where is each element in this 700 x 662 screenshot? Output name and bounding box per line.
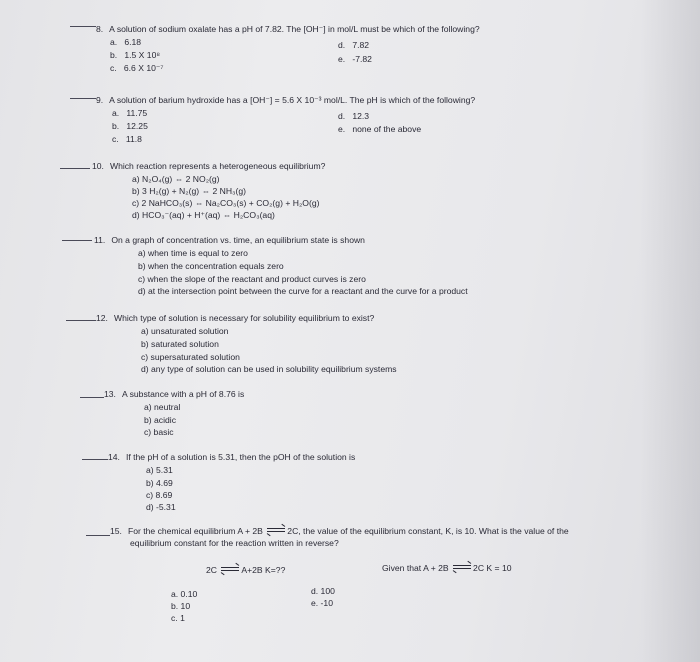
option-letter: c. [112,134,119,144]
option-e [338,54,372,65]
option-letter: e. [338,124,346,134]
option-d: d. 100 [311,586,335,596]
question-12 [96,313,374,324]
question-stem: A substance with a pH of 8.76 is [121,389,245,399]
question-stem: For the chemical equilibrium A + 2B [127,526,263,536]
option-e: e. -10 [311,598,333,608]
option-d: d) any type of solution can be used in solubility equilibrium systems [141,364,397,374]
option-a: a) when time is equal to zero [138,248,248,258]
option-d: d) -5.31 [146,502,176,512]
question-10 [92,161,325,172]
answer-blank-q13[interactable] [80,397,104,398]
option-text: 12.3 [352,111,370,121]
answer-blank-q10[interactable] [60,168,90,169]
question-15 [110,526,569,537]
option-d: d) HCO₃⁻(aq) + H⁺(aq) ⇔ H₂CO₃(aq) [132,210,275,220]
option-b [110,50,160,61]
option-letter: b. [110,50,118,60]
option-letter: d. [338,111,346,121]
option-c: c. 1 [171,613,185,623]
option-d [338,40,369,51]
option-b: b. 10 [171,601,191,611]
page-shadow [640,0,700,662]
option-text: 6.6 X 10⁻⁷ [123,63,164,73]
option-text: 1.5 X 10⁸ [124,50,160,60]
question-number: 8. [96,24,104,34]
option-d [338,111,369,122]
given-right: 2C K = 10 [473,563,512,573]
reverse-right: A+2B K=?? [241,565,286,575]
reverse-reaction [206,565,285,576]
question-15-line2: equilibrium constant for the reaction written in reverse? [130,538,339,548]
option-letter: b. [112,121,120,131]
given-reaction [382,563,512,574]
equilibrium-arrow-icon [453,563,471,572]
option-text: 12.25 [126,121,148,131]
option-c: c) basic [144,427,174,437]
question-9 [96,95,475,106]
option-letter: e. [338,54,346,64]
question-number: 11. [94,235,106,245]
option-b: b) 4.69 [146,478,173,488]
option-letter: a. [110,37,118,47]
option-a: a) N₂O₄(g) ⇔ 2 NO₂(g) [132,174,220,184]
question-stem: If the pH of a solution is 5.31, then the pOH of the solution is [125,452,356,462]
option-a: a. 0.10 [171,589,198,599]
equilibrium-arrow-icon [267,526,285,535]
option-c [110,63,164,74]
question-stem: Which type of solution is necessary for solubility equilibrium to exist? [113,313,375,323]
option-a: a) neutral [144,402,181,412]
question-11 [94,235,365,246]
answer-blank-q12[interactable] [66,320,96,321]
question-number: 12. [96,313,108,323]
question-8 [96,24,480,35]
option-d: d) at the intersection point between the curve for a reactant and the curve for a product [138,286,468,296]
option-text: 11.8 [125,134,142,144]
option-a: a) unsaturated solution [141,326,229,336]
question-stem: A solution of barium hydroxide has a [OH⁻] = 5.6 X 10⁻³ mol/L. The pH is which of the following? [109,95,476,105]
option-text: none of the above [352,124,422,134]
question-number: 14. [108,452,120,462]
question-stem: On a graph of concentration vs. time, an equilibrium state is shown [111,235,365,245]
option-letter: d. [338,40,346,50]
option-b: b) saturated solution [141,339,219,349]
answer-blank-q8[interactable] [70,26,96,27]
option-b [112,121,148,132]
answer-blank-q15[interactable] [86,535,110,536]
option-c: c) 8.69 [146,490,173,500]
question-13 [104,389,244,400]
question-stem-cont: 2C, the value of the equilibrium constant, K, is 10. What is the value of the [287,526,569,536]
question-number: 9. [96,95,104,105]
option-letter: a. [112,108,120,118]
answer-blank-q11[interactable] [62,240,92,241]
answer-blank-q9[interactable] [70,98,96,99]
answer-blank-q14[interactable] [82,459,108,460]
question-number: 15. [110,526,122,536]
question-number: 10. [92,161,104,171]
option-a [110,37,141,48]
option-text: 6.18 [124,37,142,47]
option-text: 11.75 [126,108,148,118]
question-number: 13. [104,389,116,399]
option-text: -7.82 [352,54,372,64]
option-letter: c. [110,63,117,73]
option-c [112,134,142,145]
question-stem: Which reaction represents a heterogeneous equilibrium? [109,161,326,171]
given-left: Given that A + 2B [382,563,449,573]
option-text: 7.82 [352,40,370,50]
option-b: b) when the concentration equals zero [138,261,284,271]
option-c: c) supersaturated solution [141,352,240,362]
option-a [112,108,147,119]
option-b: b) 3 H₂(g) + N₂(g) ⇔ 2 NH₃(g) [132,186,247,196]
option-c: c) when the slope of the reactant and product curves is zero [138,274,366,284]
question-14 [108,452,355,463]
option-a: a) 5.31 [146,465,173,475]
option-e [338,124,421,135]
option-b: b) acidic [144,415,176,425]
equilibrium-arrow-icon [221,565,239,574]
option-c: c) 2 NaHCO₃(s) ⇔ Na₂CO₃(s) + CO₂(g) + H₂O(g) [132,198,320,208]
question-stem: A solution of sodium oxalate has a pH of 7.82. The [OH⁻] in mol/L must be which of the following? [109,24,480,34]
reverse-left: 2C [206,565,217,575]
